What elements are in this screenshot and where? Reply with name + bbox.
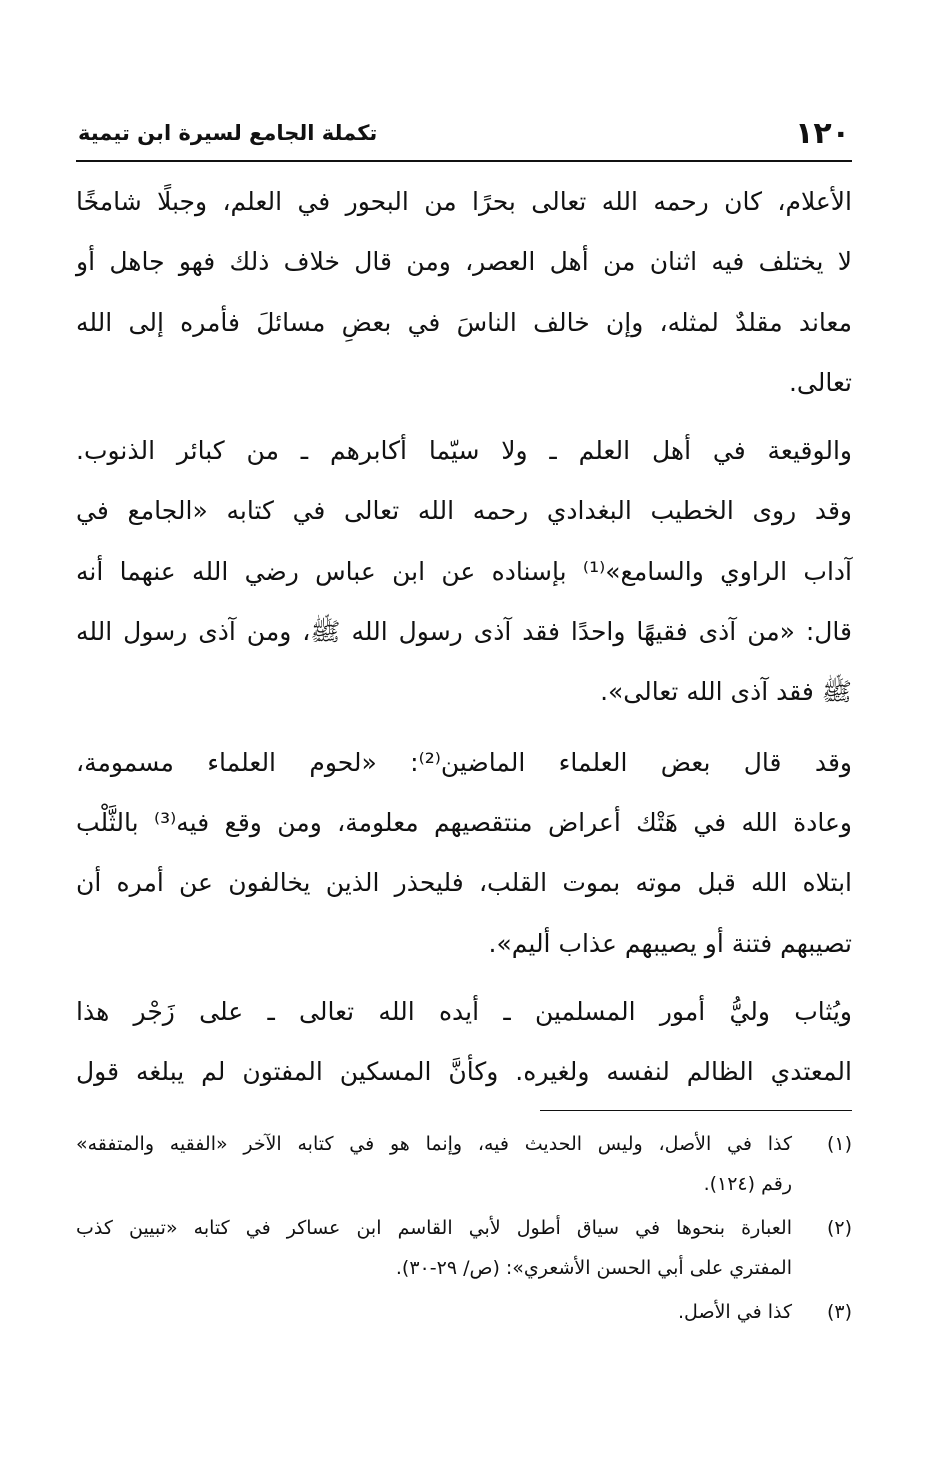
footnote (76, 1292, 852, 1332)
footnote-line: المفتري على أبي الحسن الأشعري»: (ص/ ٢٩-٣٠). (395, 1257, 792, 1279)
text-line: وقد روى الخطيب البغدادي رحمه الله تعالى في كتابه «الجامع في (76, 496, 852, 526)
footnote-number: (١) (826, 1133, 852, 1155)
footnote-line: كذا في الأصل. (678, 1301, 792, 1323)
page-header (76, 112, 852, 162)
footnote-line: العبارة بنحوها في سياق أطول لأبي القاسم ابن عساكر في كتابه «تبيين كذب (76, 1217, 792, 1239)
text-line: وقد قال بعض العلماء الماضين⁽²⁾: «لحوم العلماء مسمومة، (76, 747, 852, 777)
text-line: ﷺ فقد آذى الله تعالى». (600, 677, 852, 707)
paragraph (76, 172, 852, 413)
text-line: لا يختلف فيه اثنان من أهل العصر، ومن قال خلاف ذلك فهو جاهل أو (76, 247, 852, 277)
footnote-line: كذا في الأصل، وليس الحديث فيه، وإنما هو في كتابه الآخر «الفقيه والمتفقه» (76, 1133, 792, 1155)
footnote (76, 1124, 852, 1204)
text-line: ابتلاه الله قبل موته بموت القلب، فليحذر الذين يخالفون عن أمره أن (76, 868, 852, 898)
text-line: الأعلام، كان رحمه الله تعالى بحرًا من البحور في العلم، وجبلًا شامخًا (76, 187, 852, 216)
text-line: وعادة الله في هَتْك أعراض منتقصيهم معلومة، ومن وقع فيه⁽³⁾ بالثَّلْب (76, 807, 852, 837)
text-line: معاند مقلدٌ لمثله، وإن خالف الناسَ في بعضِ مسائلَ فأمره إلى الله (76, 307, 852, 337)
footnote (76, 1208, 852, 1288)
footnotes (76, 1124, 852, 1332)
text-line: تعالى. (788, 367, 852, 397)
text-line: المعتدي الظالم لنفسه ولغيره. وكأنَّ المسكين المفتون لم يبلغه قول (76, 1057, 852, 1087)
text-line: ويُثاب وليُّ أمور المسلمين ـ أيده الله تعالى ـ على زَجْر هذا (76, 996, 852, 1026)
paragraph (76, 733, 852, 974)
paragraph (76, 982, 852, 1103)
text-line: تصيبهم فتنة أو يصيبهم عذاب أليم». (488, 928, 852, 958)
text-line: والوقيعة في أهل العلم ـ ولا سيّما أكابرهم ـ من كبائر الذنوب. (76, 436, 852, 466)
page-number: ١٢٠ (795, 116, 850, 151)
running-title: تكملة الجامع لسيرة ابن تيمية (78, 121, 378, 145)
footnote-number: (٢) (826, 1217, 852, 1239)
text-line: آداب الراوي والسامع»⁽¹⁾ بإسناده عن ابن عباس رضي الله عنهما أنه (76, 556, 852, 586)
body-text (76, 172, 852, 1102)
paragraph (76, 421, 852, 722)
footnote-divider (540, 1110, 852, 1111)
footnote-number: (٣) (826, 1301, 852, 1323)
footnote-line: رقم (١٢٤). (703, 1173, 792, 1195)
text-line: قال: «من آذى فقيهًا واحدًا فقد آذى رسول الله ﷺ، ومن آذى رسول الله (76, 617, 852, 647)
